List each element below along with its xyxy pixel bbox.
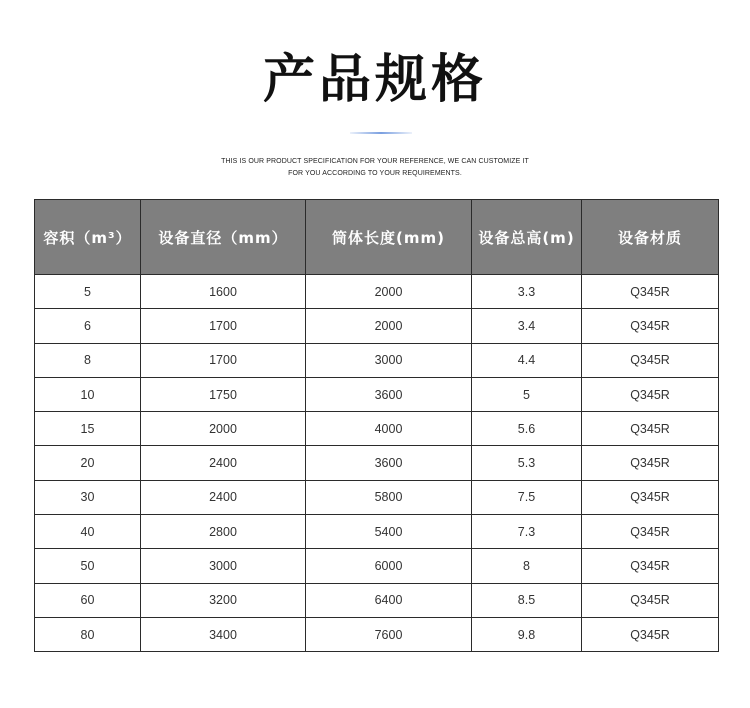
cell-shell-length: 3000 xyxy=(306,343,472,377)
cell-total-height: 9.8 xyxy=(472,617,582,651)
cell-volume: 50 xyxy=(35,549,141,583)
table-row xyxy=(35,275,719,309)
table-row xyxy=(35,377,719,411)
cell-volume: 80 xyxy=(35,617,141,651)
cell-shell-length: 2000 xyxy=(306,309,472,343)
cell-diameter: 3200 xyxy=(141,583,306,617)
cell-diameter: 2800 xyxy=(141,515,306,549)
table-row xyxy=(35,309,719,343)
cell-volume: 60 xyxy=(35,583,141,617)
cell-total-height: 8 xyxy=(472,549,582,583)
title-accent-divider xyxy=(350,132,412,134)
cell-diameter: 2400 xyxy=(141,446,306,480)
cell-diameter: 1700 xyxy=(141,309,306,343)
cell-diameter: 2400 xyxy=(141,480,306,514)
cell-total-height: 8.5 xyxy=(472,583,582,617)
cell-total-height: 3.3 xyxy=(472,275,582,309)
cell-material: Q345R xyxy=(582,480,719,514)
table-row xyxy=(35,412,719,446)
cell-material: Q345R xyxy=(582,275,719,309)
table-row xyxy=(35,480,719,514)
cell-shell-length: 6400 xyxy=(306,583,472,617)
cell-shell-length: 5800 xyxy=(306,480,472,514)
cell-volume: 20 xyxy=(35,446,141,480)
cell-material: Q345R xyxy=(582,583,719,617)
cell-volume: 15 xyxy=(35,412,141,446)
cell-material: Q345R xyxy=(582,309,719,343)
table-row xyxy=(35,617,719,651)
cell-total-height: 5.3 xyxy=(472,446,582,480)
table-body xyxy=(35,275,719,652)
table-row xyxy=(35,343,719,377)
cell-shell-length: 2000 xyxy=(306,275,472,309)
header-diameter: 设备直径（mm） xyxy=(141,200,306,275)
header-volume: 容积（m³） xyxy=(35,200,141,275)
cell-material: Q345R xyxy=(582,549,719,583)
cell-volume: 30 xyxy=(35,480,141,514)
table-row xyxy=(35,549,719,583)
cell-shell-length: 3600 xyxy=(306,446,472,480)
cell-total-height: 4.4 xyxy=(472,343,582,377)
cell-shell-length: 5400 xyxy=(306,515,472,549)
table-row xyxy=(35,515,719,549)
cell-diameter: 2000 xyxy=(141,412,306,446)
cell-material: Q345R xyxy=(582,412,719,446)
header-shell-length: 筒体长度(mm) xyxy=(306,200,472,275)
cell-volume: 8 xyxy=(35,343,141,377)
cell-total-height: 5.6 xyxy=(472,412,582,446)
subtitle-line-2: FOR YOU ACCORDING TO YOUR REQUIREMENTS. xyxy=(288,170,462,177)
table-header-row xyxy=(35,200,719,275)
cell-volume: 10 xyxy=(35,377,141,411)
cell-material: Q345R xyxy=(582,446,719,480)
cell-material: Q345R xyxy=(582,515,719,549)
table-row xyxy=(35,446,719,480)
cell-shell-length: 4000 xyxy=(306,412,472,446)
subtitle xyxy=(0,156,750,180)
spec-table xyxy=(34,199,719,652)
cell-material: Q345R xyxy=(582,377,719,411)
cell-diameter: 1750 xyxy=(141,377,306,411)
cell-diameter: 1600 xyxy=(141,275,306,309)
cell-shell-length: 7600 xyxy=(306,617,472,651)
cell-volume: 40 xyxy=(35,515,141,549)
header-total-height: 设备总高(m) xyxy=(472,200,582,275)
cell-material: Q345R xyxy=(582,343,719,377)
cell-shell-length: 3600 xyxy=(306,377,472,411)
cell-total-height: 7.5 xyxy=(472,480,582,514)
cell-diameter: 1700 xyxy=(141,343,306,377)
cell-diameter: 3400 xyxy=(141,617,306,651)
cell-total-height: 3.4 xyxy=(472,309,582,343)
cell-shell-length: 6000 xyxy=(306,549,472,583)
cell-total-height: 7.3 xyxy=(472,515,582,549)
cell-diameter: 3000 xyxy=(141,549,306,583)
page-title: 产品规格 xyxy=(262,50,487,110)
cell-total-height: 5 xyxy=(472,377,582,411)
cell-material: Q345R xyxy=(582,617,719,651)
table-row xyxy=(35,583,719,617)
subtitle-line-1: THIS IS OUR PRODUCT SPECIFICATION FOR YOUR REFERENCE, WE CAN CUSTOMIZE IT xyxy=(221,158,529,165)
cell-volume: 6 xyxy=(35,309,141,343)
cell-volume: 5 xyxy=(35,275,141,309)
header-material: 设备材质 xyxy=(582,200,719,275)
